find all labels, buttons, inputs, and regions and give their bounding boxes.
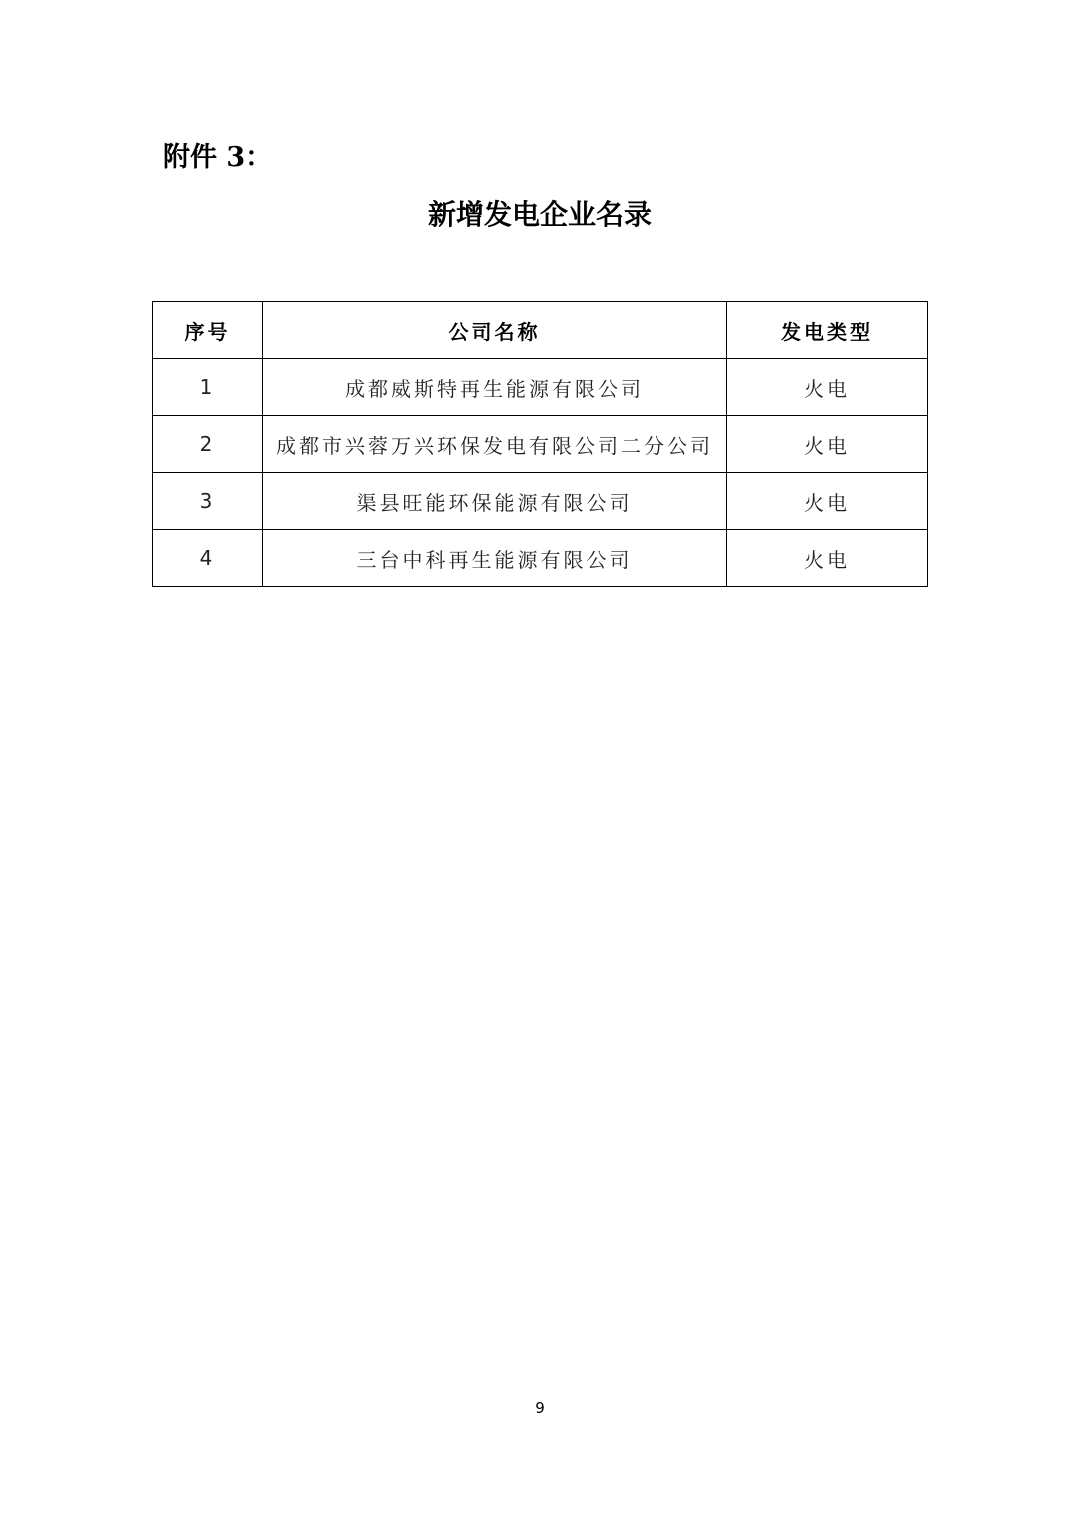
table-row <box>153 530 928 587</box>
cell-company-name: 成都市兴蓉万兴环保发电有限公司二分公司 <box>263 416 727 473</box>
attachment-label: 附件 3： <box>163 142 273 173</box>
cell-serial-number: 3 <box>153 473 263 530</box>
table-row <box>153 473 928 530</box>
header-generation-type: 发电类型 <box>727 302 928 359</box>
page-title: 新增发电企业名录 <box>427 198 652 231</box>
header-company-name: 公司名称 <box>263 302 727 359</box>
table-row <box>153 359 928 416</box>
cell-serial-number: 1 <box>153 359 263 416</box>
cell-generation-type: 火电 <box>727 359 928 416</box>
cell-generation-type: 火电 <box>727 416 928 473</box>
cell-company-name: 成都威斯特再生能源有限公司 <box>263 359 727 416</box>
cell-company-name: 渠县旺能环保能源有限公司 <box>263 473 727 530</box>
header-serial-number: 序号 <box>153 302 263 359</box>
cell-serial-number: 4 <box>153 530 263 587</box>
cell-company-name: 三台中科再生能源有限公司 <box>263 530 727 587</box>
table-row <box>153 416 928 473</box>
cell-generation-type: 火电 <box>727 530 928 587</box>
company-directory-table <box>152 301 928 587</box>
page-number: 9 <box>535 1399 545 1417</box>
table-header-row <box>153 302 928 359</box>
cell-generation-type: 火电 <box>727 473 928 530</box>
cell-serial-number: 2 <box>153 416 263 473</box>
